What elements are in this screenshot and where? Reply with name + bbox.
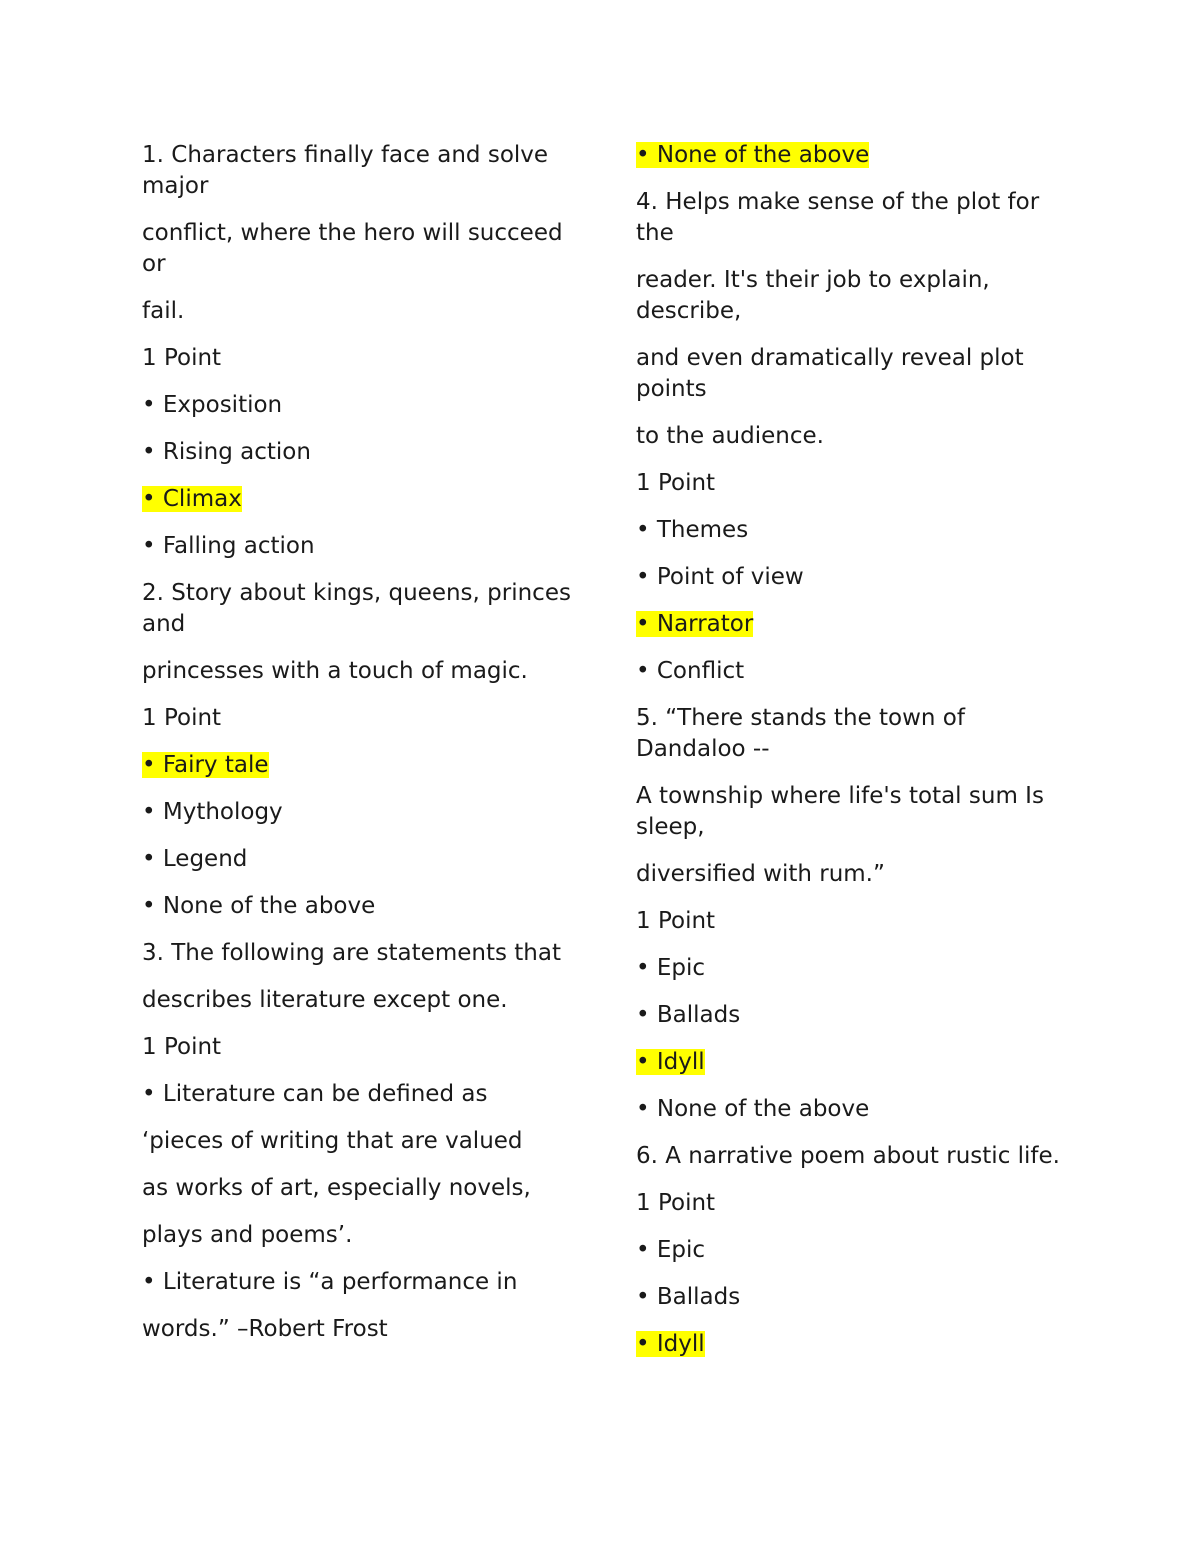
paragraph-text: • Point of view <box>636 564 804 590</box>
highlighted-answer-text: • None of the above <box>636 142 870 168</box>
paragraph-text: • Themes <box>636 517 749 543</box>
paragraph <box>142 390 582 421</box>
paragraph-text: describes literature except one. <box>142 987 508 1013</box>
highlighted-answer-text: • Idyll <box>636 1049 705 1075</box>
paragraph-text: • None of the above <box>636 1096 870 1122</box>
right-column <box>636 140 1076 1376</box>
highlighted-answer <box>636 1047 1076 1078</box>
paragraph-text: • Mythology <box>142 799 283 825</box>
highlighted-answer <box>142 484 582 515</box>
paragraph <box>636 953 1076 984</box>
highlighted-answer-text: • Climax <box>142 486 242 512</box>
paragraph-text: 2. Story about kings, queens, princes and <box>142 580 579 637</box>
paragraph-text: plays and poems’. <box>142 1222 353 1248</box>
paragraph-text: 1 Point <box>142 345 222 371</box>
paragraph <box>636 781 1076 843</box>
paragraph-text: 1 Point <box>636 1190 716 1216</box>
paragraph-text: • Literature is “a performance in <box>142 1269 518 1295</box>
paragraph-text: A township where life's total sum Is sleep, <box>636 783 1052 840</box>
paragraph <box>142 343 582 374</box>
paragraph-text: princesses with a touch of magic. <box>142 658 528 684</box>
paragraph <box>636 703 1076 765</box>
paragraph-text: • Legend <box>142 846 248 872</box>
paragraph-text: diversified with rum.” <box>636 861 885 887</box>
paragraph <box>636 1000 1076 1031</box>
paragraph-text: • Literature can be defined as <box>142 1081 488 1107</box>
paragraph <box>142 296 582 327</box>
paragraph <box>142 656 582 687</box>
paragraph-text: • None of the above <box>142 893 376 919</box>
paragraph-text: • Ballads <box>636 1002 741 1028</box>
paragraph-text: 3. The following are statements that <box>142 940 561 966</box>
highlighted-answer-text: • Fairy tale <box>142 752 269 778</box>
paragraph <box>142 844 582 875</box>
highlighted-answer-text: • Narrator <box>636 611 754 637</box>
paragraph-text: 1. Characters finally face and solve major <box>142 142 556 199</box>
paragraph <box>142 938 582 969</box>
paragraph <box>636 1282 1076 1313</box>
paragraph <box>142 1032 582 1063</box>
paragraph <box>636 906 1076 937</box>
paragraph-text: reader. It's their job to explain, describe, <box>636 267 998 324</box>
paragraph-text: • Epic <box>636 955 706 981</box>
paragraph-text: • Ballads <box>636 1284 741 1310</box>
paragraph <box>636 265 1076 327</box>
paragraph <box>142 1314 582 1345</box>
highlighted-answer <box>636 609 1076 640</box>
paragraph <box>142 531 582 562</box>
paragraph <box>142 1126 582 1157</box>
paragraph-text: • Conflict <box>636 658 745 684</box>
paragraph-text: fail. <box>142 298 185 324</box>
paragraph-text: • Epic <box>636 1237 706 1263</box>
paragraph-text: and even dramatically reveal plot points <box>636 345 1031 402</box>
paragraph <box>142 985 582 1016</box>
paragraph-text: 1 Point <box>636 908 716 934</box>
highlighted-answer <box>636 1329 1076 1360</box>
paragraph-text: conflict, where the hero will succeed or <box>142 220 570 277</box>
paragraph-text: 6. A narrative poem about rustic life. <box>636 1143 1060 1169</box>
paragraph-text: 5. “There stands the town of Dandaloo -- <box>636 705 973 762</box>
paragraph-text: 1 Point <box>142 705 222 731</box>
paragraph <box>636 859 1076 890</box>
paragraph <box>142 1267 582 1298</box>
paragraph <box>636 187 1076 249</box>
paragraph <box>636 656 1076 687</box>
paragraph <box>636 468 1076 499</box>
paragraph <box>142 703 582 734</box>
paragraph <box>636 1094 1076 1125</box>
paragraph <box>636 515 1076 546</box>
paragraph <box>142 1079 582 1110</box>
paragraph <box>636 1235 1076 1266</box>
paragraph <box>142 140 582 202</box>
paragraph <box>142 1173 582 1204</box>
paragraph-text: as works of art, especially novels, <box>142 1175 531 1201</box>
paragraph <box>142 578 582 640</box>
paragraph <box>636 421 1076 452</box>
paragraph-text: • Exposition <box>142 392 283 418</box>
highlighted-answer <box>636 140 1076 171</box>
paragraph <box>142 797 582 828</box>
paragraph-text: • Rising action <box>142 439 311 465</box>
highlighted-answer-text: • Idyll <box>636 1331 705 1357</box>
paragraph <box>636 1141 1076 1172</box>
paragraph <box>142 218 582 280</box>
paragraph-text: 1 Point <box>142 1034 222 1060</box>
paragraph-text: 1 Point <box>636 470 716 496</box>
paragraph-text: to the audience. <box>636 423 824 449</box>
paragraph <box>142 1220 582 1251</box>
paragraph <box>636 343 1076 405</box>
paragraph <box>636 562 1076 593</box>
paragraph-text: 4. Helps make sense of the plot for the <box>636 189 1047 246</box>
paragraph-text: words.” –Robert Frost <box>142 1316 388 1342</box>
paragraph <box>142 437 582 468</box>
paragraph <box>636 1188 1076 1219</box>
paragraph-text: • Falling action <box>142 533 315 559</box>
highlighted-answer <box>142 750 582 781</box>
paragraph <box>142 891 582 922</box>
paragraph-text: ‘pieces of writing that are valued <box>142 1128 523 1154</box>
left-column <box>142 140 582 1361</box>
